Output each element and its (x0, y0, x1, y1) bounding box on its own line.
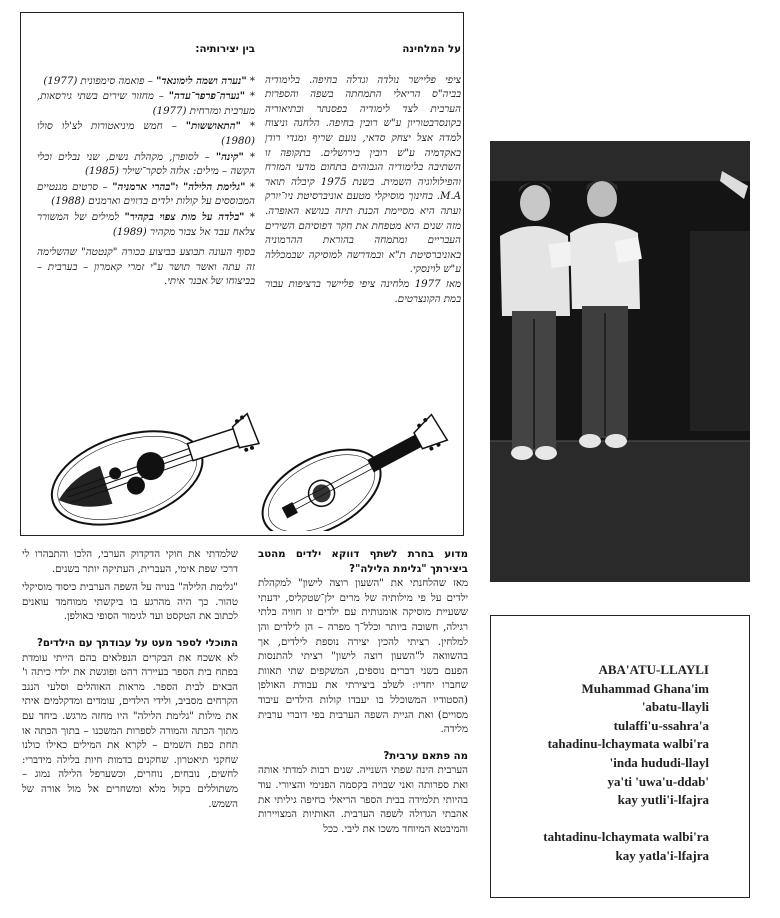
poem-box (490, 615, 750, 898)
work-title: "גלימת הלילה" ו"בהרי ארמניה" (112, 180, 246, 193)
answer-paragraph: הערבית הינה שפתי השנייה. שנים רבות למדתי אותה ואת ספרותה ואני שבויה בקסמה הפנימי והציורי. עוד בהיותי תלמידה בבית הספר הריאלי בחיפה גיליתי את אהבתי הגדולה לשפה הערבית. האותיות המצויירות והמיבטא המיוחד משכו את ליבי. ככל (258, 765, 468, 835)
works-title: בין יצירותיה: (195, 44, 255, 55)
work-title: "נערה־פרפר־עדה" (168, 90, 246, 103)
work-title: "התאוששות" (185, 120, 241, 133)
oud-illustration-right (249, 401, 459, 531)
poem-line: 'abatu-llayli (641, 699, 709, 715)
work-item: * "קינה" – לסופרן, מקהלת נשים, שני נבלים וכלי הקשה – מילים: אלזה לסקר־שילר (1985) (37, 150, 255, 178)
poem-line: tahtadinu-lchaymata walbi'ra (543, 829, 709, 845)
about-composer-column (265, 43, 461, 307)
poem-line: tahadinu-lchaymata walbi'ra (547, 736, 709, 752)
work-item: * "נערה־פרפר־עדה" – מחזור שירים בשתי גירסאות, מערבית ומזרחית (1977) (37, 90, 255, 117)
poem-line: tulaffi'u-ssahra'a (613, 717, 709, 733)
poem-line: kay yatla'i-lfajra (615, 847, 709, 863)
interview-right-column (258, 548, 468, 837)
poem-text (543, 661, 709, 866)
work-title: "קינה" (215, 150, 244, 163)
about-paragraph-1: ציפי פליישר נולדה וגדלה בחיפה. בלימודיה בביה"ס הריאלי התמחתה בשפה והספרות הערבית לצד לימודיה בפסנתר ובתיאוריה בקונסרבטוריון ע"ש רובין בחיפה. הלחנה וניצוח למדה אצל יצחק סדאי, נועם שריף ומנדי רודן באקדמיה ע"ש רובין בירושלים. בתקופה זו השתיבה בלימודיה הגבוהים בתחום מדעי המזרח והפילולוגיה השמית. בשנת 1975 קיבלה תואר M.A. בחינוך מוסיקלי מטעם אוניברסיטת ניו־יורק ועתה היא מסיימת הכנת תיזה בנושא האופרה. מזה שנים היא מטפחת את חקר דפוסיהם השירים העבריים ומתמחה בהוראת ההרמוניה באוניברסיטת ת"א ובמדרשה למוסיקה שבמכללה ע"ש לוינסקי. (265, 74, 461, 276)
answer-paragraph: לא אשכח את הבקרים הנפלאים בהם הייתי עומדת בפתח בית הספר בעיירה רהט ופוגשת את ילדי כיתה ו' הבאים לבית הספר. מראות האוהלים וסלעי הנגב הקרחים מסביב, ולידי הילדים, עומדים ומדקלמים איתי את מילות "גלימת הלילה" היו מחזה מרגש. ביחד עם מתוך הכתה והמורה לספרות המשכנו – בתוך הכתה או תחת כפת השמים – לקרא את המילים כאילו כולנו שחקני תיאטרון. שחקנים בדמות חיות בלילה מידברי: לחשים, נובחים, נוחרים, וכשערפל הלילה נמוג – משתוללים בקול מלא ומשחרים אל מול אורה של השמש. (22, 652, 238, 810)
answer-paragraph: מאז שהלחנתי את "השעון רוצה לישון" למקהלת ילדים על פי מילותיה של מרים ילן־שטקליס, ידעתי ששעיית מוסיקה אומנותית עם ילדים זו חוויה בלתי רגילה, חשובה ביותר וכלל־ך מפרה – הן לילדים והן למלחין. רציתי להכין יצירה נוספת לילדים, אך בהשוואה ל"השעון רוצה לישון" רציתי להתנסות הפעם בשני דברים נוספים, המשקפים שתי תאוות שחברו יחדיו: לשלב ביצירתי את עבודת האולפן (הסטודיו המשוכלל בו יעבדו קולות הילדים עיבוד מסויים) ואת הגיית השפה הערבית בפי דוברי ערבית מלידה. (258, 578, 468, 736)
question-heading: מה פתאם ערבית? (383, 750, 468, 762)
stanza-break (543, 810, 709, 829)
work-item: * "גלימת הלילה" ו"בהרי ארמניה" – סרטים מגנטיים המבוססים על קולות ילדים בדווים וארמנים (1988) (37, 180, 255, 208)
poem-line: 'inda hududi-llayl (609, 754, 709, 770)
work-item: * "התאוששות" – חמש מיניאטורות לצ'לו סולו (1980) (37, 120, 255, 147)
closing-paragraph: בסוף העונה תבוצע בביצוע בכורה "קנטטה" שהשלימה זה עתה ואשר תושר ע"י זמרי קאמרון – בערבית – בביצוחו של אבנר איתי. (37, 247, 255, 288)
question-heading: מדוע בחרת לשתף דווקא ילדים מהטב ביצירתך "גלימת הלילה"? (258, 549, 468, 575)
work-item: * "נערה ושמה לימונאד" – פואמה סימפונית (1977) (43, 74, 255, 87)
work-details: – לסופרן, מקהלת נשים, שני נבלים וכלי הקשה – מילים: אלזה לסקר־שילר (1985) (37, 151, 255, 178)
work-details: למילים של המשורר צלאח עבד אל צבור מקהיר (1989) (37, 211, 255, 238)
work-details: – סרטים מגנטיים המבוססים על קולות ילדים בדווים וארמנים (1988) (37, 181, 255, 208)
work-item: * "בלדה על מות צפוי בקהיר" למילים של המשורר צלאח עבד אל צבור מקהיר (1989) (37, 210, 255, 238)
poem-title: ABA'ATU-LLAYLI (598, 662, 709, 677)
body-paragraph: שלמדתי את חוקי הדקדוק הערבי, הלכו והתבהרו לי דרכי שפת אימי, העברית, העתיקה יותר בשנים. (22, 549, 238, 575)
work-details: – חמש מיניאטורות לצ'לו סולו (1980) (37, 121, 255, 147)
work-title: "בלדה על מות צפוי בקהיר" (124, 210, 245, 223)
about-title: על המלחינה (402, 44, 461, 55)
photo-image (490, 141, 750, 582)
body-paragraph: "גלימת הלילה" בנויה על השפה הערבית כיסוד מוסיקלי טהור. כך היה מהרגע בו ביקשתי ממוחמד עואנים לכתוב את הטקסט ועד לגימור הסופי באולפן. (22, 582, 238, 623)
photo-children-singing (490, 141, 750, 582)
works-column (37, 43, 255, 290)
poem-line: kay yutli'i-lfajra (617, 792, 709, 808)
poem-author: Muhammad Ghana'im (581, 680, 709, 696)
work-details: – פואמה סימפונית (1977) (43, 75, 157, 87)
composer-box (20, 12, 464, 536)
question-heading: התוכלי לספר מעט על עבודתך עם הילדים? (37, 637, 238, 649)
about-paragraph-2: מאז 1977 מלחינה ציפי פליישר ברציפות עבור במת הקונצרטים. (265, 278, 462, 305)
interview-left-column (22, 548, 238, 812)
poem-line: ya'ti 'uwa'u-ddab' (607, 773, 709, 789)
work-details: – מחזור שירים בשתי גירסאות, מערבית ומזרחית (1977) (37, 91, 255, 117)
work-title: "נערה ושמה לימונאד" (156, 74, 247, 87)
oud-illustration-left (35, 397, 265, 527)
